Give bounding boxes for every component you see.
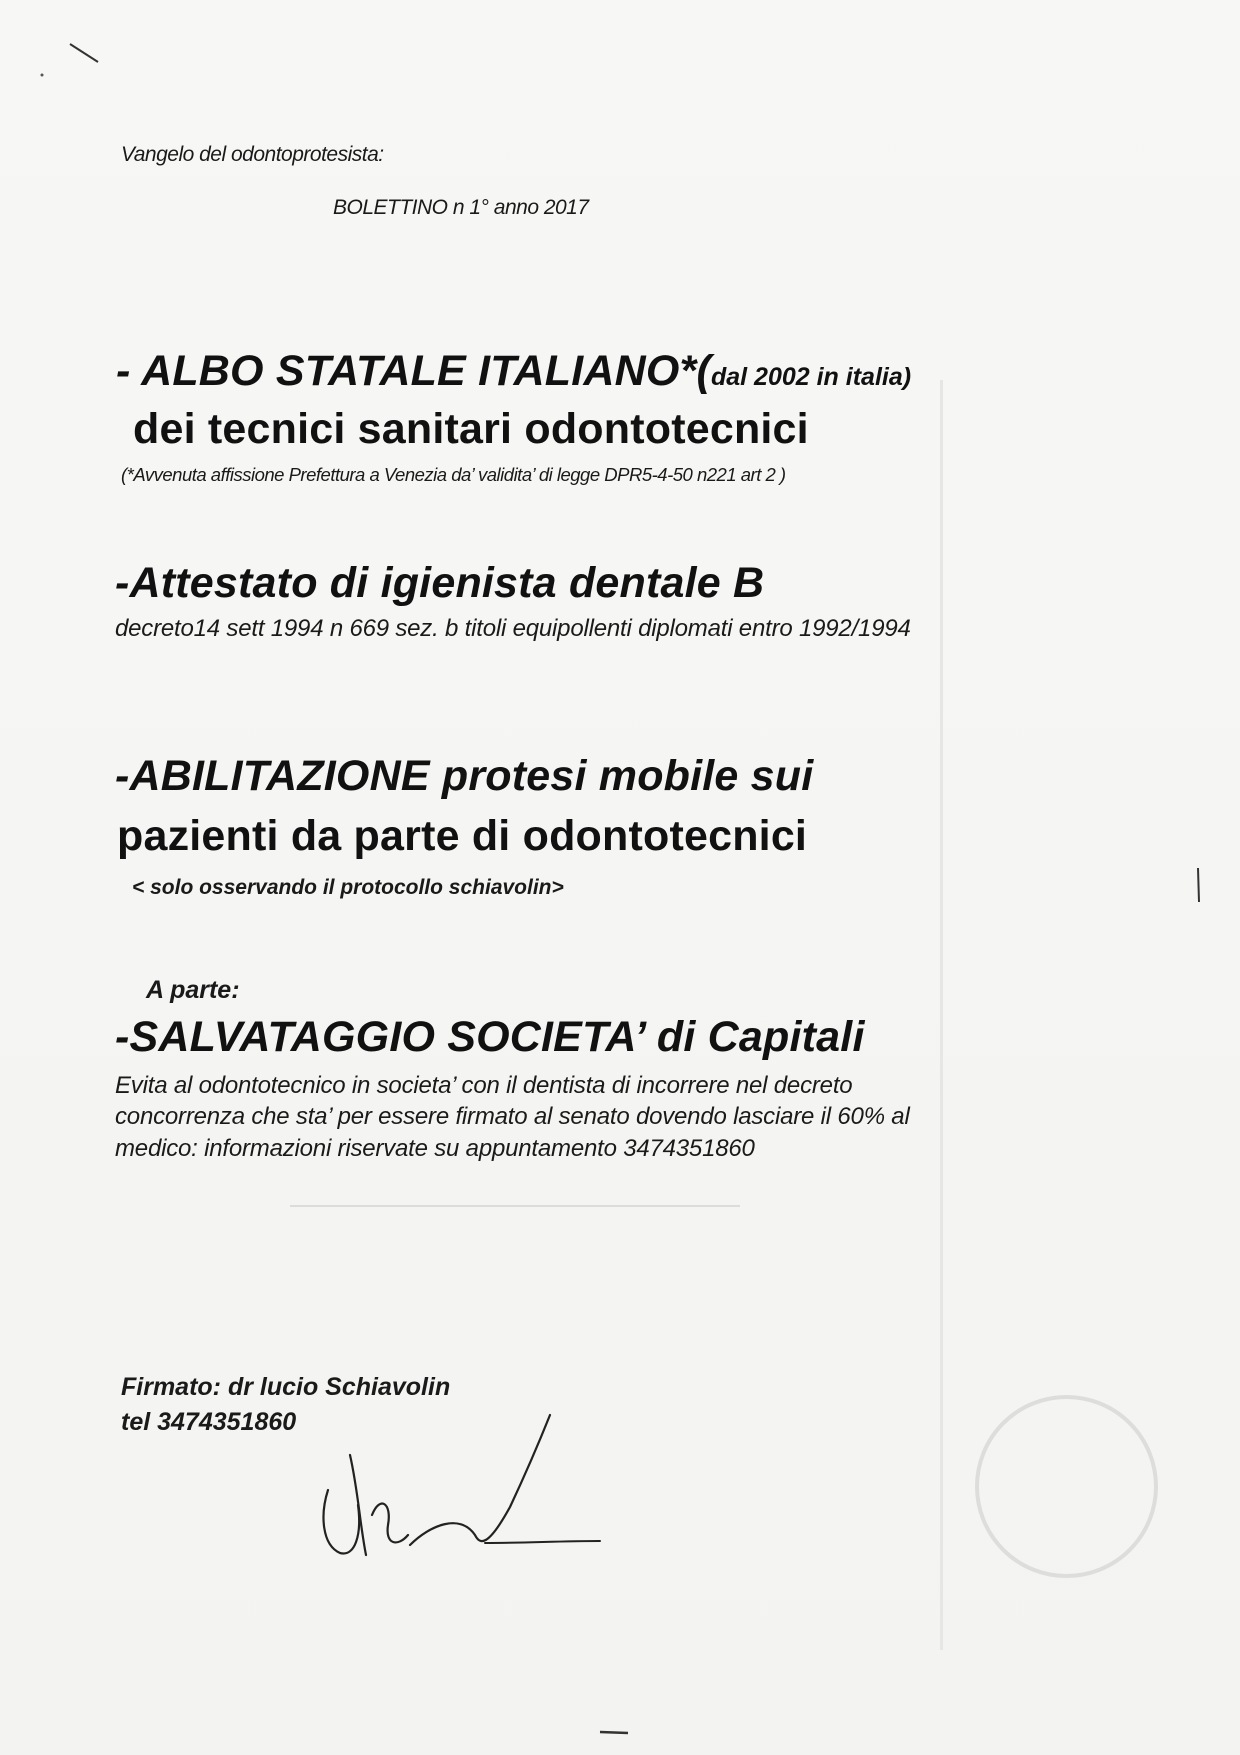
salvataggio-text-line3: medico: informazioni riservate su appuntamento 3474351860 <box>115 1135 755 1162</box>
show-through-stamp <box>975 1395 1158 1578</box>
attestato-decree: decreto14 sett 1994 n 669 sez. b titoli equipollenti diplomati entro 1992/1994 <box>115 615 911 642</box>
handwritten-signature <box>310 1395 610 1565</box>
abilitazione-title-line1: -ABILITAZIONE protesi mobile sui <box>115 752 814 800</box>
salvataggio-text-line2: concorrenza che sta’ per essere firmato al senato dovendo lasciare il 60% al <box>115 1103 910 1130</box>
bulletin-line: BOLETTINO n 1° anno 2017 <box>333 196 589 219</box>
show-through-rule <box>290 1205 740 1207</box>
signature-name: Firmato: dr lucio Schiavolin <box>121 1373 451 1401</box>
albo-note: (*Avvenuta affissione Prefettura a Venezia da’ validita’ di legge DPR5-4-50 n221 art 2 ) <box>121 464 786 485</box>
salvataggio-text-line1: Evita al odontotecnico in societa’ con il dentista di incorrere nel decreto <box>115 1072 853 1099</box>
abilitazione-title-line2: pazienti da parte di odontotecnici <box>117 812 808 860</box>
attestato-title: -Attestato di igienista dentale B <box>115 559 765 607</box>
albo-subtitle: dei tecnici sanitari odontotecnici <box>133 405 809 453</box>
intro-line: Vangelo del odontoprotesista: <box>121 143 384 166</box>
albo-title-small: dal 2002 in italia) <box>710 363 912 391</box>
albo-title-main: - ALBO STATALE ITALIANO*( <box>116 347 711 395</box>
salvataggio-label: A parte: <box>146 976 240 1004</box>
albo-title <box>116 347 911 396</box>
signature-phone: tel 3474351860 <box>121 1408 297 1436</box>
abilitazione-protocol: < solo osservando il protocollo schiavolin> <box>132 876 564 899</box>
salvataggio-title: -SALVATAGGIO SOCIETA’ di Capitali <box>115 1013 865 1061</box>
